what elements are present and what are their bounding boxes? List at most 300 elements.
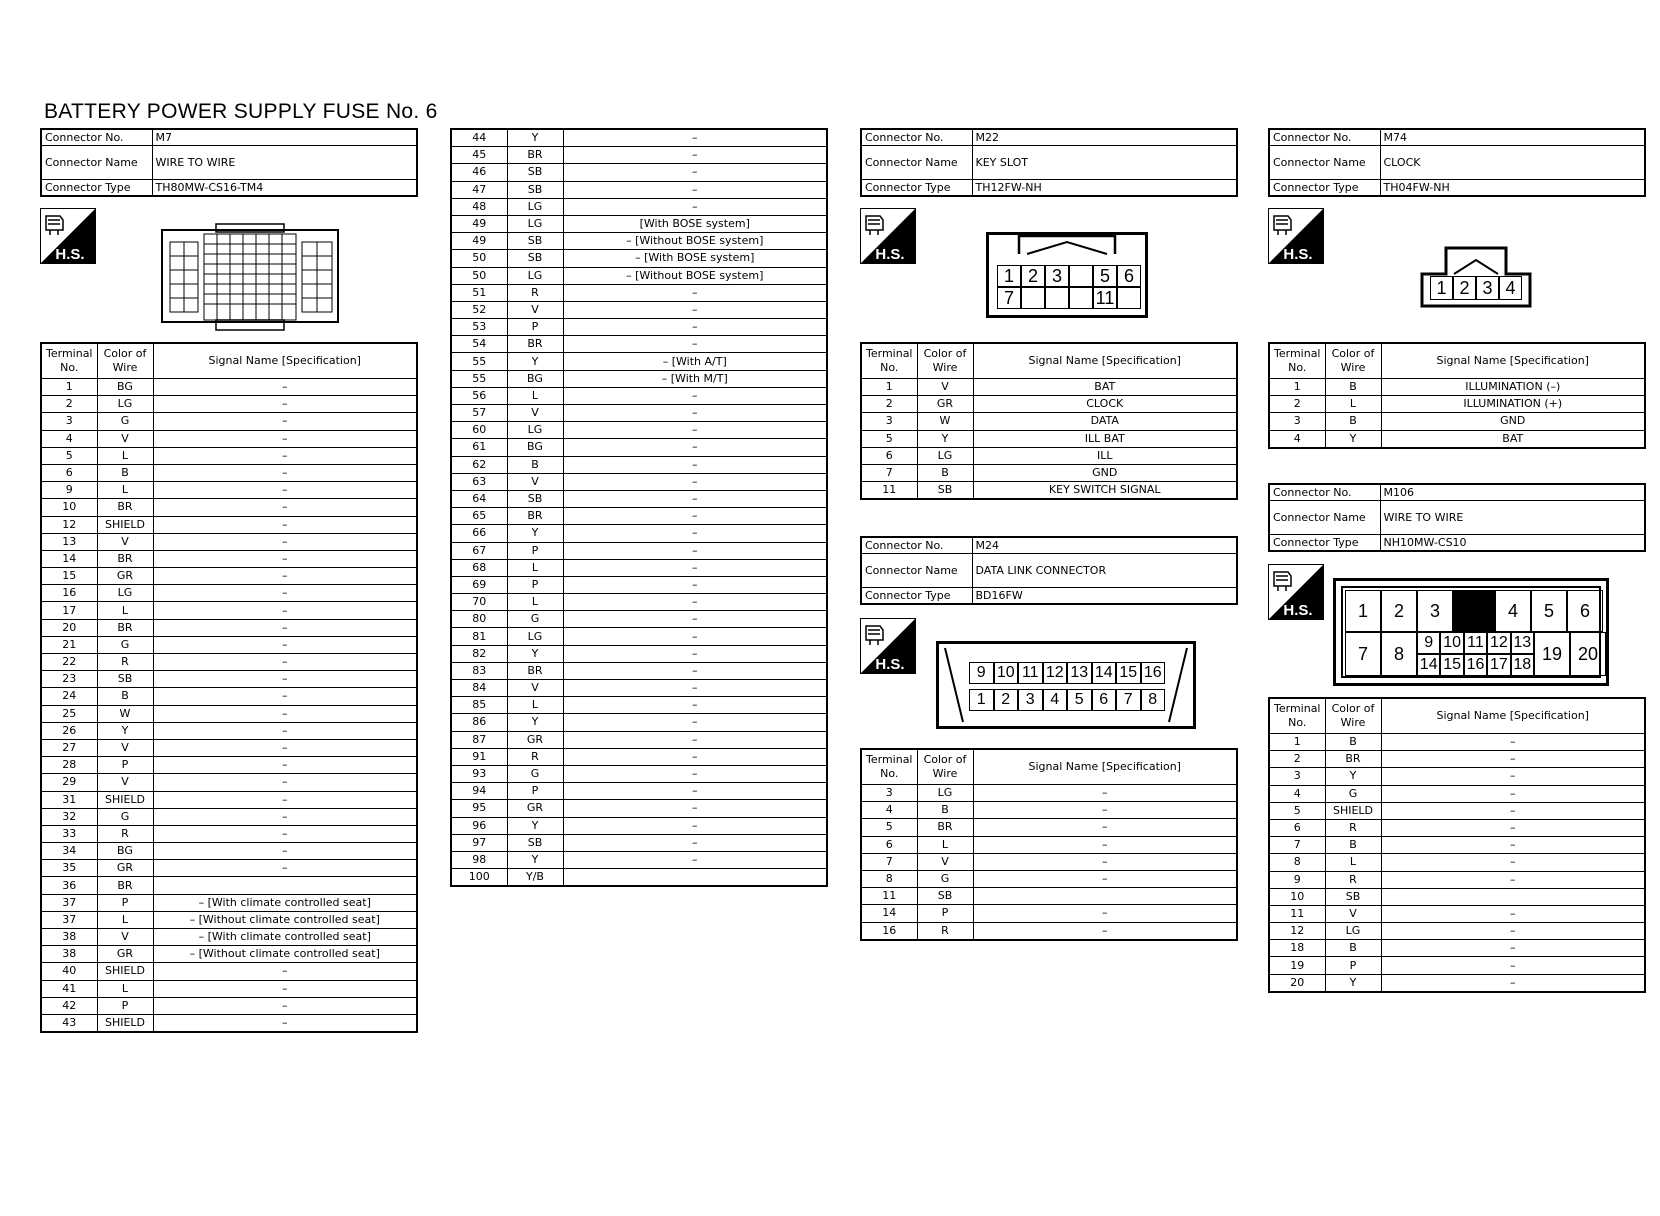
table-row [451,731,827,748]
terminal-no-cell: 35 [41,860,97,877]
signal-name-cell: – [563,783,827,800]
m106-pin: 1 [1345,590,1381,632]
wire-color-cell: SB [917,888,973,905]
connector-pin: 13 [1067,662,1092,684]
terminal-no-cell: 2 [1269,751,1325,768]
table-row [41,619,417,636]
table-row [1269,819,1645,836]
table-row [451,473,827,490]
connector-pin: 11 [1018,662,1043,684]
terminal-no-cell: 37 [41,911,97,928]
signal-name-cell: – [153,482,417,499]
signal-name-cell: – [563,748,827,765]
connector-pin: 12 [1043,662,1068,684]
header-signal-name: Signal Name [Specification] [973,343,1237,379]
table-row [451,353,827,370]
signal-name-cell: – [563,164,827,181]
wire-color-cell: BR [97,877,153,894]
terminal-no-cell: 24 [41,688,97,705]
wire-color-cell: P [917,905,973,922]
table-row [41,499,417,516]
wire-color-cell: L [97,602,153,619]
connector-pin: 13 [1511,632,1534,654]
signal-name-cell: – [With A/T] [563,353,827,370]
table-row [41,447,417,464]
table-row [451,147,827,164]
terminal-no-cell: 3 [861,785,917,802]
terminal-no-cell: 27 [41,739,97,756]
table-row [41,929,417,946]
table-row [451,834,827,851]
connector-pin: 18 [1511,654,1534,676]
table-row [451,525,827,542]
signal-name-cell: – [563,525,827,542]
connector-pin: 17 [1487,654,1510,676]
table-row [451,370,827,387]
table-row [451,215,827,232]
wire-color-cell: GR [507,731,563,748]
table-row [1269,923,1645,940]
wire-color-cell: R [507,284,563,301]
signal-name-cell: – [563,817,827,834]
m106-connector-no: M106 [1380,484,1645,501]
m74-connector-type: TH04FW-NH [1380,180,1645,197]
wire-color-cell: Y [507,645,563,662]
table-row [1269,888,1645,905]
table-row [451,164,827,181]
header-terminal-no: Terminal No. [861,343,917,379]
table-row [41,963,417,980]
wire-color-cell: BG [507,370,563,387]
terminal-no-cell: 57 [451,405,507,422]
table-row [451,869,827,887]
terminal-no-cell: 23 [41,671,97,688]
signal-name-cell: – [153,413,417,430]
connector-pin [1117,287,1141,309]
table-row [1269,802,1645,819]
wire-color-cell: W [97,705,153,722]
signal-name-cell: – [563,301,827,318]
signal-name-cell: – [With M/T] [563,370,827,387]
m24-info [860,536,1238,605]
wire-color-cell: Y [507,714,563,731]
table-row [41,1014,417,1032]
signal-name-cell: BAT [1381,430,1645,448]
signal-name-cell: – [153,636,417,653]
label-connector-name: Connector Name [1269,501,1380,535]
signal-name-cell: – [With BOSE system] [563,250,827,267]
signal-name-cell: – [563,800,827,817]
table-row [861,379,1237,396]
wire-color-cell: L [917,836,973,853]
terminal-no-cell: 38 [41,929,97,946]
signal-name-cell: – [563,765,827,782]
terminal-no-cell: 95 [451,800,507,817]
signal-name-cell: – [973,785,1237,802]
connector-pin: 12 [1487,632,1510,654]
connector-pin: 5 [1093,265,1117,287]
signal-name-cell: – [1381,802,1645,819]
signal-name-cell: – [563,594,827,611]
terminal-no-cell: 87 [451,731,507,748]
terminal-no-cell: 50 [451,267,507,284]
connector-pin: 3 [1476,276,1499,300]
signal-name-cell: – [563,181,827,198]
wire-color-cell: BR [507,336,563,353]
m22-connector-latch [1017,232,1117,256]
terminal-no-cell: 38 [41,946,97,963]
table-row [1269,854,1645,871]
table-row [861,853,1237,870]
connector-pin: 2 [994,689,1019,711]
table-row [861,905,1237,922]
wire-color-cell: B [1325,837,1381,854]
terminal-no-cell: 15 [41,568,97,585]
m22-connector-type: TH12FW-NH [972,180,1237,197]
terminal-no-cell: 83 [451,662,507,679]
signal-name-cell: – [153,739,417,756]
table-row [451,198,827,215]
wire-color-cell: LG [507,267,563,284]
m22-info [860,128,1238,197]
label-connector-type: Connector Type [861,180,972,197]
terminal-no-cell: 61 [451,439,507,456]
label-connector-name: Connector Name [41,146,152,180]
m7-continued-table [450,128,828,887]
wire-color-cell: P [507,319,563,336]
m74-connector-name: CLOCK [1380,146,1645,180]
signal-name-cell: – [153,688,417,705]
table-row [41,568,417,585]
signal-name-cell: DATA [973,413,1237,430]
table-row [861,888,1237,905]
signal-name-cell: – [1381,905,1645,922]
wire-color-cell: SB [507,164,563,181]
header-signal-name: Signal Name [Specification] [153,343,417,379]
table-row [41,722,417,739]
wire-color-cell: SB [507,233,563,250]
connector-pin: 2 [1453,276,1476,300]
table-row [1269,734,1645,751]
wire-color-cell: V [507,680,563,697]
terminal-no-cell: 7 [1269,837,1325,854]
terminal-no-cell: 51 [451,284,507,301]
connector-pin: 3 [1018,689,1043,711]
signal-name-cell: – [153,619,417,636]
signal-name-cell: – [153,654,417,671]
wire-color-cell: V [917,853,973,870]
wire-color-cell: B [1325,940,1381,957]
m7-connector-no: M7 [152,129,417,146]
table-row [451,817,827,834]
terminal-no-cell: 17 [41,602,97,619]
m106-pin: 6 [1567,590,1603,632]
m106-pin-subgrid [1417,632,1534,676]
page-title: BATTERY POWER SUPPLY FUSE No. 6 [44,100,438,123]
table-row [451,336,827,353]
header-color-of-wire: Color of Wire [1325,343,1381,379]
m24-connector-type: BD16FW [972,588,1237,605]
wire-color-cell: LG [507,215,563,232]
connector-pin: 6 [1092,689,1117,711]
signal-name-cell: – [563,129,827,147]
signal-name-cell: – [563,697,827,714]
table-row [451,129,827,147]
table-row [861,922,1237,940]
table-row [451,456,827,473]
signal-name-cell: – [Without BOSE system] [563,233,827,250]
connector-pin: 8 [1141,689,1166,711]
signal-name-cell: – [153,843,417,860]
connector-pin: 11 [1093,287,1117,309]
terminal-no-cell: 56 [451,387,507,404]
terminal-no-cell: 80 [451,611,507,628]
wire-color-cell: Y [917,430,973,447]
connector-pin: 2 [1021,265,1045,287]
m22-connector-no: M22 [972,129,1237,146]
table-row [1269,751,1645,768]
table-row [1269,974,1645,992]
signal-name-cell: – [153,757,417,774]
terminal-no-cell: 63 [451,473,507,490]
wire-color-cell: SB [507,834,563,851]
wire-color-cell: P [507,783,563,800]
terminal-no-cell: 9 [1269,871,1325,888]
table-row [861,396,1237,413]
m106-pin: 8 [1381,632,1417,676]
terminal-no-cell: 13 [41,533,97,550]
terminal-no-cell: 81 [451,628,507,645]
wire-color-cell: GR [507,800,563,817]
wire-color-cell: BR [97,550,153,567]
terminal-no-cell: 34 [41,843,97,860]
table-row [41,516,417,533]
signal-name-cell: – [153,997,417,1014]
table-row [451,594,827,611]
header-signal-name: Signal Name [Specification] [1381,343,1645,379]
wire-color-cell: Y [507,817,563,834]
signal-name-cell: – [563,851,827,868]
m24-pin-grid [969,662,1165,711]
wire-color-cell: Y [97,722,153,739]
table-row [41,843,417,860]
signal-name-cell: – [Without BOSE system] [563,267,827,284]
table-row [1269,379,1645,396]
signal-name-cell: – [973,870,1237,887]
terminal-no-cell: 54 [451,336,507,353]
connector-pin: 1 [969,689,994,711]
table-row [1269,837,1645,854]
table-row [451,267,827,284]
terminal-no-cell: 52 [451,301,507,318]
terminal-no-cell: 85 [451,697,507,714]
label-connector-type: Connector Type [861,588,972,605]
signal-name-cell: – [973,802,1237,819]
signal-name-cell: – [1381,819,1645,836]
m22-terminal-table [860,342,1238,500]
terminal-no-cell: 62 [451,456,507,473]
wire-color-cell: Y [507,353,563,370]
wire-color-cell: P [507,542,563,559]
terminal-no-cell: 22 [41,654,97,671]
table-row [451,783,827,800]
terminal-no-cell: 10 [41,499,97,516]
terminal-no-cell: 10 [1269,888,1325,905]
table-row [41,757,417,774]
wire-color-cell: Y [507,129,563,147]
table-row [861,430,1237,447]
connector-pin: 1 [997,265,1021,287]
m22-connector-diagram [986,232,1148,318]
wire-color-cell: L [507,594,563,611]
terminal-no-cell: 5 [861,430,917,447]
wire-color-cell: V [507,405,563,422]
connector-pin: 10 [1440,632,1463,654]
terminal-no-cell: 6 [1269,819,1325,836]
terminal-no-cell: 45 [451,147,507,164]
wire-color-cell: V [97,774,153,791]
terminal-no-cell: 12 [1269,923,1325,940]
table-row [861,482,1237,500]
m74-terminal-table [1268,342,1646,449]
terminal-no-cell: 6 [861,447,917,464]
terminal-no-cell: 29 [41,774,97,791]
signal-name-cell: – [153,980,417,997]
wire-color-cell: L [507,559,563,576]
wire-color-cell: L [1325,854,1381,871]
terminal-no-cell: 84 [451,680,507,697]
terminal-no-cell: 98 [451,851,507,868]
wire-color-cell: SHIELD [1325,802,1381,819]
table-row [41,413,417,430]
table-row [451,181,827,198]
wire-color-cell: BR [917,819,973,836]
table-row [451,611,827,628]
wire-color-cell: LG [917,785,973,802]
m106-pin: 19 [1534,632,1570,676]
signal-name-cell [563,869,827,887]
wire-color-cell: BG [507,439,563,456]
table-row [41,688,417,705]
m24-connector-name: DATA LINK CONNECTOR [972,554,1237,588]
connector-pin: 14 [1092,662,1117,684]
terminal-no-cell: 43 [41,1014,97,1032]
hs-icon [1268,564,1324,620]
wire-color-cell: R [917,922,973,940]
terminal-no-cell: 16 [41,585,97,602]
wire-color-cell: G [97,808,153,825]
wire-color-cell: B [917,464,973,481]
signal-name-cell: – [563,714,827,731]
terminal-no-cell: 36 [41,877,97,894]
signal-name-cell: – [563,405,827,422]
wire-color-cell: G [917,870,973,887]
signal-name-cell: – [153,963,417,980]
terminal-no-cell: 60 [451,422,507,439]
wire-color-cell: LG [917,447,973,464]
signal-name-cell: – [563,456,827,473]
wire-color-cell: G [97,413,153,430]
signal-name-cell: – [973,819,1237,836]
wire-color-cell: GR [97,946,153,963]
wire-color-cell: B [1325,413,1381,430]
wire-color-cell: L [507,387,563,404]
header-color-of-wire: Color of Wire [97,343,153,379]
signal-name-cell: – [1381,974,1645,992]
signal-name-cell: – [563,490,827,507]
connector-pin: 9 [1417,632,1440,654]
terminal-no-cell: 50 [451,250,507,267]
m106-pin: 4 [1495,590,1531,632]
signal-name-cell: – [1381,871,1645,888]
wire-color-cell: Y [507,525,563,542]
m106-pin: 3 [1417,590,1453,632]
terminal-no-cell: 9 [41,482,97,499]
table-row [41,860,417,877]
signal-name-cell: – [563,680,827,697]
signal-name-cell: – [563,508,827,525]
table-row [861,870,1237,887]
table-row [451,680,827,697]
header-terminal-no: Terminal No. [861,749,917,785]
table-row [451,576,827,593]
signal-name-cell: – [1381,785,1645,802]
table-row [861,836,1237,853]
table-row [861,819,1237,836]
table-row [41,911,417,928]
table-row [451,508,827,525]
m7-connector-type: TH80MW-CS16-TM4 [152,180,417,197]
label-connector-type: Connector Type [41,180,152,197]
table-row [1269,768,1645,785]
terminal-no-cell: 49 [451,215,507,232]
table-row [41,705,417,722]
terminal-no-cell: 1 [1269,379,1325,396]
terminal-no-cell: 2 [41,396,97,413]
wire-color-cell: Y [1325,974,1381,992]
table-row [1269,785,1645,802]
m74-connector-diagram [1420,246,1532,308]
hs-label: H.S. [1283,246,1313,263]
wire-color-cell: L [97,980,153,997]
signal-name-cell: – [Without climate controlled seat] [153,911,417,928]
connector-pin: 14 [1417,654,1440,676]
table-row [41,550,417,567]
terminal-no-cell: 47 [451,181,507,198]
m7-connector-name: WIRE TO WIRE [152,146,417,180]
terminal-no-cell: 14 [41,550,97,567]
wire-color-cell: R [97,654,153,671]
table-row [41,791,417,808]
table-row [41,808,417,825]
terminal-no-cell: 64 [451,490,507,507]
signal-name-cell: – [153,550,417,567]
table-row [451,765,827,782]
signal-name-cell: – [563,834,827,851]
table-row [861,464,1237,481]
wire-color-cell: V [97,430,153,447]
signal-name-cell: – [153,808,417,825]
m7-info [40,128,418,197]
signal-name-cell: – [563,387,827,404]
wire-color-cell: L [1325,396,1381,413]
terminal-no-cell: 3 [861,413,917,430]
wire-color-cell: Y [1325,430,1381,448]
header-color-of-wire: Color of Wire [917,343,973,379]
table-row [451,559,827,576]
connector-pin [1069,287,1093,309]
terminal-no-cell: 20 [1269,974,1325,992]
